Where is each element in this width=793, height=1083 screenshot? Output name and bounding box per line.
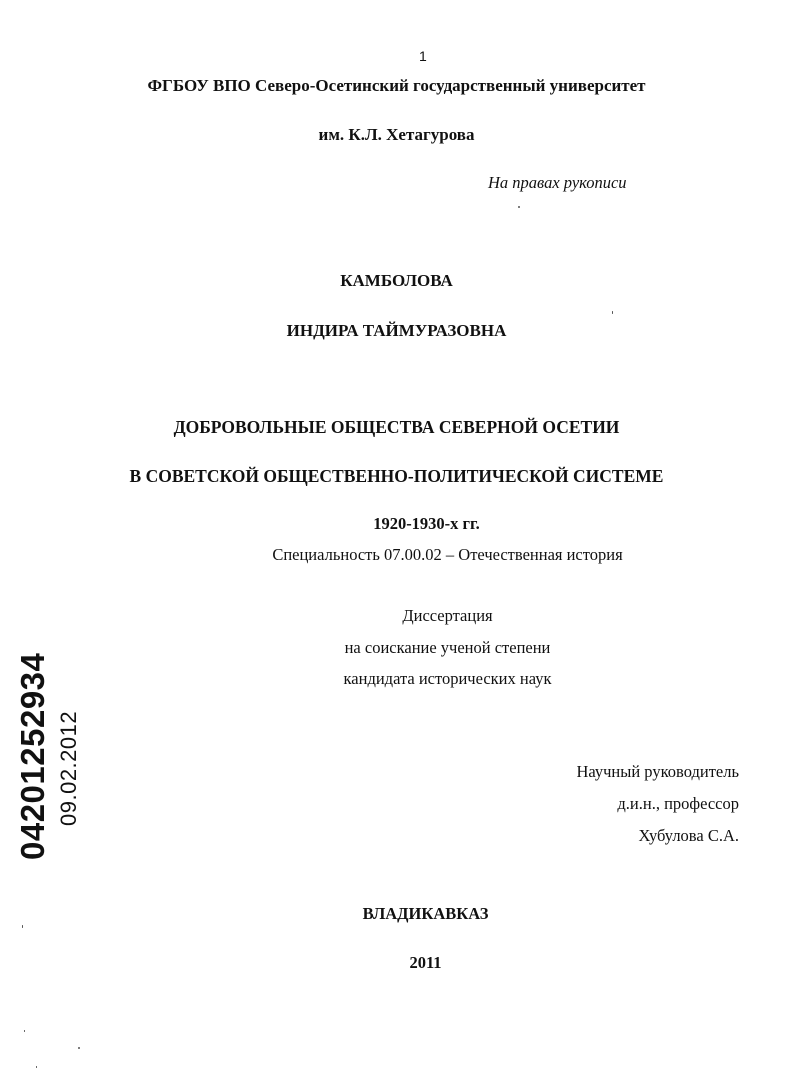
institution-line2: им. К.Л. Хетагурова xyxy=(318,125,475,144)
title-period: 1920-1930-х гг. xyxy=(373,514,480,533)
scan-speck xyxy=(36,1066,37,1068)
dissertation-line2: на соискание ученой степени xyxy=(344,638,551,657)
scan-speck xyxy=(24,1030,25,1032)
manuscript-note: На правах рукописи xyxy=(488,173,627,192)
title-line2: В СОВЕТСКОЙ ОБЩЕСТВЕННО-ПОЛИТИЧЕСКОЙ СИСТЕМЕ xyxy=(129,466,664,486)
supervisor-title: Научный руководитель xyxy=(576,762,739,781)
institution-line1: ФГБОУ ВПО Северо-Осетинский государственный университет xyxy=(147,76,646,95)
supervisor-degree: д.и.н., профессор xyxy=(617,794,739,813)
author-name: ИНДИРА ТАЙМУРАЗОВНА xyxy=(286,321,507,340)
supervisor-name: Хубулова С.А. xyxy=(638,826,739,845)
library-stamp-code: 04201252934 xyxy=(14,652,51,860)
scan-speck xyxy=(612,311,613,314)
dissertation-line1: Диссертация xyxy=(402,606,493,625)
title-line1: ДОБРОВОЛЬНЫЕ ОБЩЕСТВА СЕВЕРНОЙ ОСЕТИИ xyxy=(173,417,620,437)
page-number: 1 xyxy=(419,48,427,64)
author-surname: КАМБОЛОВА xyxy=(340,271,453,290)
library-stamp-date: 09.02.2012 xyxy=(56,710,81,826)
scan-speck xyxy=(22,925,23,928)
dissertation-line3: кандидата исторических наук xyxy=(343,669,552,688)
scan-speck xyxy=(78,1047,80,1049)
year: 2011 xyxy=(409,953,442,972)
scan-speck xyxy=(518,206,520,208)
city: ВЛАДИКАВКАЗ xyxy=(362,904,489,923)
specialty-line: Специальность 07.00.02 – Отечественная история xyxy=(272,545,623,564)
